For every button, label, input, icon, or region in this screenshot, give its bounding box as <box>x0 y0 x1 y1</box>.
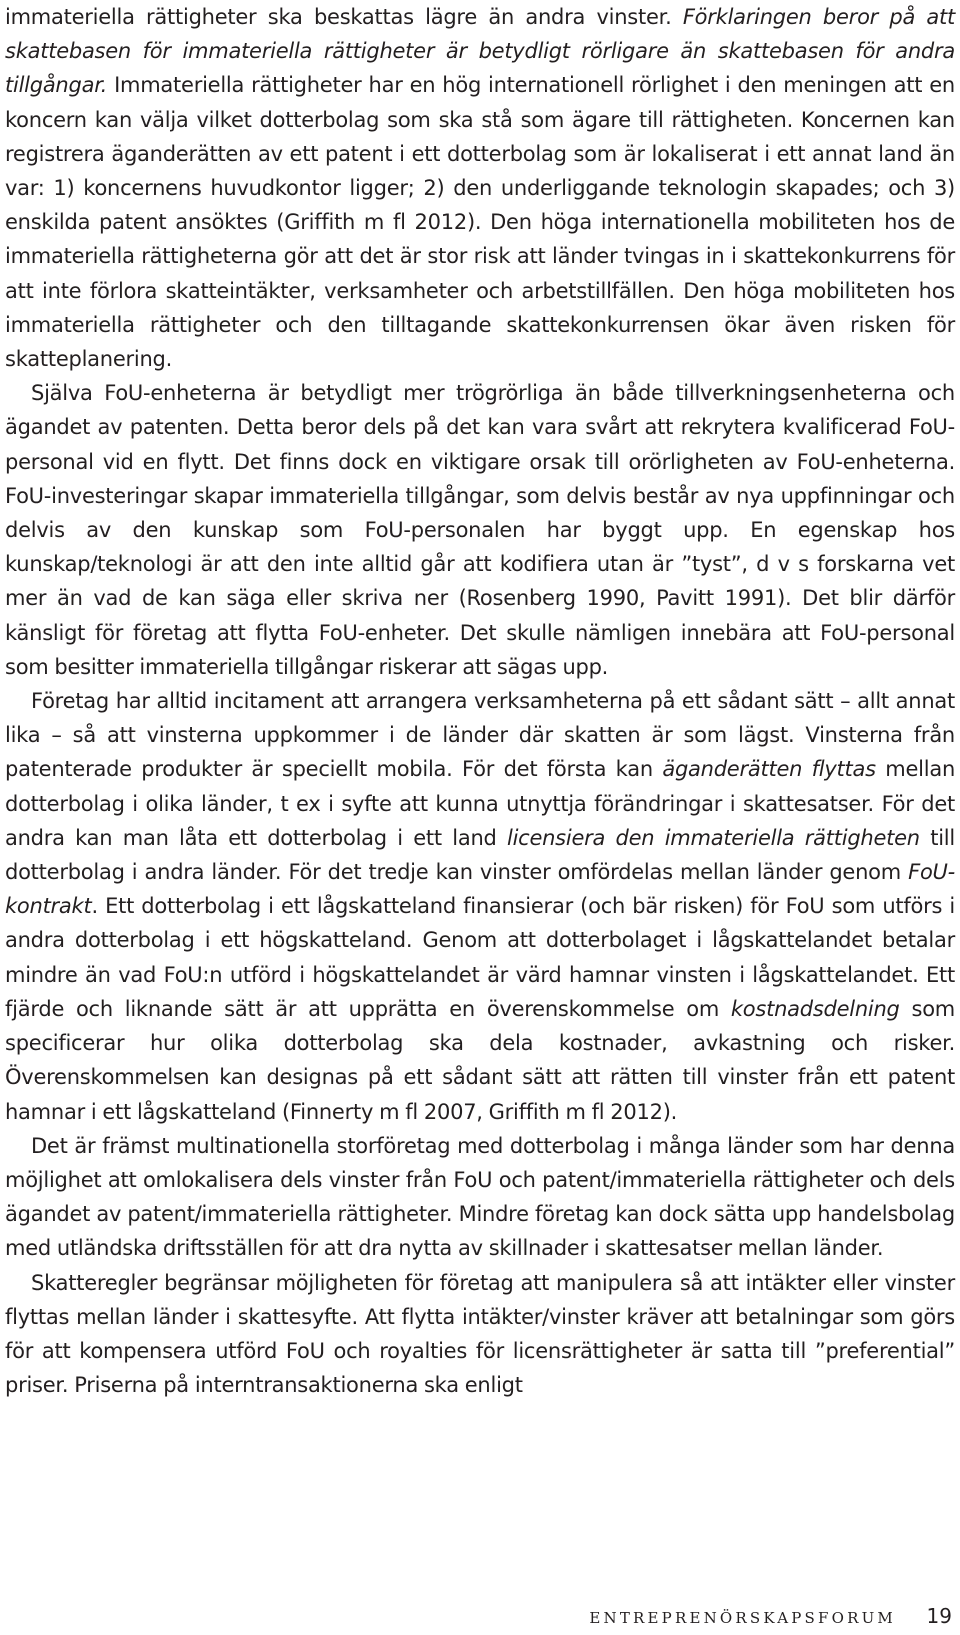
italic-text-run: Förklaringen beror på att skattebasen för immateriella rättigheter är betydligt rörligare än skattebasen för andra tillgångar. <box>5 5 955 98</box>
paragraph <box>5 1266 955 1403</box>
text-run: till dotterbolag i andra länder. För det tredje kan vinster omfördelas mellan länder genom <box>5 825 955 885</box>
paragraph <box>5 376 955 684</box>
italic-text-run: äganderätten flyttas <box>662 757 876 782</box>
text-run: Företag har alltid incitament att arrangera verksamheterna på ett sådant sätt – allt annat lika – så att vinsterna uppkommer i de länder där skatten är som lägst. Vinsterna från patenterade produkter är speciellt mobila. För det första kan <box>5 689 955 782</box>
text-run: Immateriella rättigheter har en hög internationell rörlighet i den meningen att en koncern kan välja vilket dotterbolag som ska stå som ägare till rättigheten. Koncernen kan registrera äganderätten av ett patent i ett dotterbolag som är lokaliserat i ett annat land än var: 1) koncernens huvudkontor ligger; 2) den underliggande teknologin skapades; och 3) enskilda patent ansöktes (Griffith m fl 2012). Den höga internationella mobiliteten hos de immateriella rättigheterna gör att det är stor risk att länder tvingas in i skattekonkurrens för att inte förlora skatteintäkter, verksamheter och arbetstillfällen. Den höga mobiliteten hos immateriella rättigheter och den tilltagande skattekonkurrensen ökar även risken för skatteplanering. <box>5 73 955 372</box>
italic-text-run: FoU-kontrakt <box>5 860 955 919</box>
body-text <box>5 0 955 1402</box>
italic-text-run: licensiera den immateriella rättigheten <box>506 825 920 850</box>
publisher-name: ENTREPRENÖRSKAPSFORUM <box>589 1609 896 1627</box>
paragraph <box>5 0 955 376</box>
text-run: Skatteregler begränsar möjligheten för företag att manipulera så att intäkter eller vinster flyttas mellan länder i skattesyfte. Att flytta intäkter/vinster kräver att betalningar som görs för att kompensera utförd FoU och royalties för licensrättigheter är satta till ”preferential” priser. Priserna på interntransaktionerna ska enligt <box>5 1270 955 1398</box>
text-run: som specificerar hur olika dotterbolag ska dela kostnader, avkastning och risker. Överenskommelsen kan designas på ett sådant sätt att rätten till vinster från ett patent hamnar i ett lågskatteland (Finnerty m fl 2007, Griffith m fl 2012). <box>5 996 955 1124</box>
text-run: . Ett dotterbolag i ett lågskatteland finansierar (och bär risken) för FoU som utförs i andra dotterbolag i ett högskatteland. Genom att dotterbolaget i lågskattelandet betalar mindre än vad FoU:n utförd i högskattelandet är värd hamnar vinsten i lågskattelandet. Ett fjärde och liknande sätt är att upprätta en överenskommelse om <box>5 894 955 1021</box>
text-run: immateriella rättigheter ska beskattas lägre än andra vinster. <box>5 5 683 29</box>
page-footer <box>0 1604 960 1634</box>
page-number: 19 <box>926 1604 952 1628</box>
italic-text-run: kostnadsdelning <box>730 996 900 1021</box>
text-run: Själva FoU-enheterna är betydligt mer trögrörliga än både tillverkningsenheterna och ägandet av patenten. Detta beror dels på det kan vara svårt att rekrytera kvalificerad FoU-personal vid en flytt. Det finns dock en viktigare orsak till orörligheten av FoU-enheterna. FoU-investeringar skapar immateriella tillgångar, som delvis består av nya uppfinningar och delvis av den kunskap som FoU-personalen har byggt upp. En egenskap hos kunskap/teknologi är att den inte alltid går att kodifiera utan är ”tyst”, d v s forskarna vet mer än vad de kan säga eller skriva ner (Rosenberg 1990, Pavitt 1991). Det blir därför känsligt för företag att flytta FoU-enheter. Det skulle nämligen innebära att FoU-personal som besitter immateriella tillgångar riskerar att sägas upp. <box>5 381 955 679</box>
paragraph <box>5 1129 955 1266</box>
paragraph <box>5 684 955 1129</box>
text-run: mellan dotterbolag i olika länder, t ex i syfte att kunna utnyttja förändringar i skattesatser. För det andra kan man låta ett dotterbolag i ett land <box>5 757 956 850</box>
text-run: Det är främst multinationella storföretag med dotterbolag i många länder som har denna möjlighet att omlokalisera dels vinster från FoU och patent/immateriella rättigheter och dels ägandet av patent/immateriella rättigheter. Mindre företag kan dock sätta upp handelsbolag med utländska driftsställen för att dra nytta av skillnader i skattesatser mellan länder. <box>5 1133 955 1261</box>
